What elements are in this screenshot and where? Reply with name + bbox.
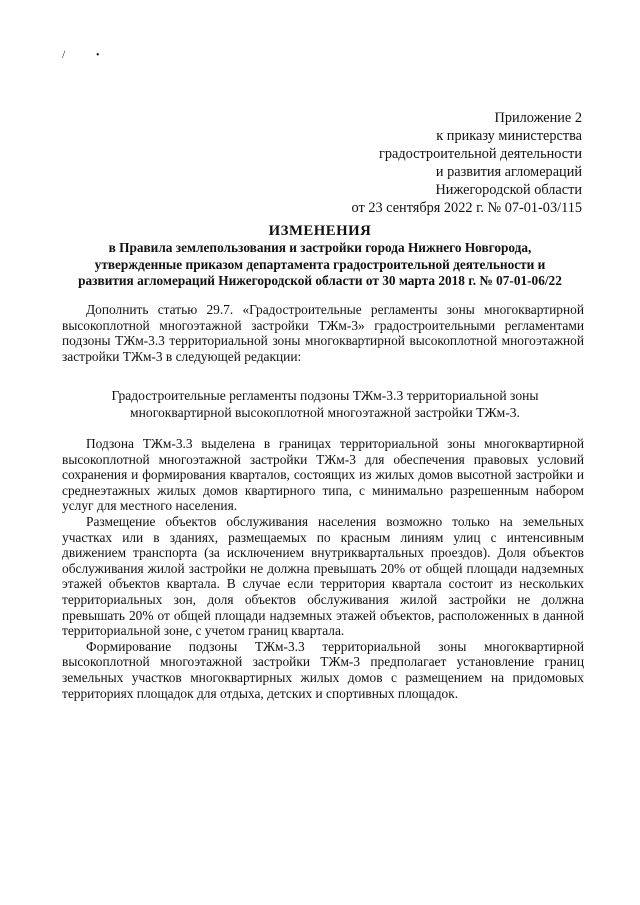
section-heading-line: Градостроительные регламенты подзоны ТЖм-3.3 территориальной зоны [111, 388, 539, 403]
body-paragraph: Подзона ТЖм-3.3 выделена в границах территориальной зоны многоквартирной высокоплотной многоэтажной застройки ТЖм-3 для обеспечения правовых условий сохранения и формирования кварталов, состоящих из жилых домов высотной застройки и среднеэтажных жилых домов квартирного типа, с минимально разрешенным набором услуг для местного населения. [62, 436, 584, 514]
intro-paragraph-block [62, 302, 584, 364]
section-heading [80, 387, 570, 421]
appendix-line: Приложение 2 [494, 110, 582, 126]
body-paragraphs [62, 436, 584, 701]
subtitle-line: в Правила землепользования и застройки города Нижнего Новгорода, [108, 240, 532, 255]
appendix-line: Нижегородской области [435, 182, 582, 198]
appendix-line: и развития агломераций [435, 164, 582, 180]
body-paragraph: Формирование подзоны ТЖм-3.3 территориальной зоны многоквартирной высокоплотной многоэтажной застройки ТЖм-3 предполагает установление границ земельных участков многоквартирных жилых домов с размещением на придомовых территориях площадок для отдыха, детских и спортивных площадок. [62, 638, 584, 701]
scan-mark-slash: / [62, 47, 66, 61]
document-title: ИЗМЕНЕНИЯ [268, 223, 372, 239]
body-paragraph: Размещение объектов обслуживания населения возможно только на земельных участках или в зданиях, размещаемых по красным линиям улиц с интенсивным движением транспорта (за исключением внутриквартальных проездов). Доля объектов обслуживания жилой застройки не должна превышать 20% от общей площади надземных этажей объектов квартала. В случае если территория квартала состоит из нескольких территориальных зон, доля объектов обслуживания жилой застройки не должна превышать 20% от общей площади надземных этажей объектов, расположенных в данной территориальной зоне, с учетом границ квартала. [62, 513, 584, 639]
intro-paragraph: Дополнить статью 29.7. «Градостроительные регламенты зоны многоквартирной высокоплотной многоэтажной застройки ТЖм-3» градостроительными регламентами подзоны ТЖм-3.3 территориальной зоны многоквартирной высокоплотной многоэтажной застройки ТЖм-3 в следующей редакции: [62, 302, 584, 364]
section-heading-line: многоквартирной высокоплотной многоэтажной застройки ТЖм-3. [130, 405, 520, 420]
subtitle-line: утвержденные приказом департамента градостроительной деятельности и [94, 256, 546, 272]
appendix-line: градостроительной деятельности [379, 146, 582, 162]
appendix-block [352, 109, 582, 217]
appendix-line: к приказу министерства [436, 128, 582, 144]
subtitle-line: развития агломераций Нижегородской области от 30 марта 2018 г. № 07-01-06/22 [78, 273, 562, 288]
scan-mark-dot: • [96, 50, 100, 61]
document-subtitle [58, 240, 582, 290]
appendix-line: от 23 сентября 2022 г. № 07-01-03/115 [351, 200, 582, 216]
